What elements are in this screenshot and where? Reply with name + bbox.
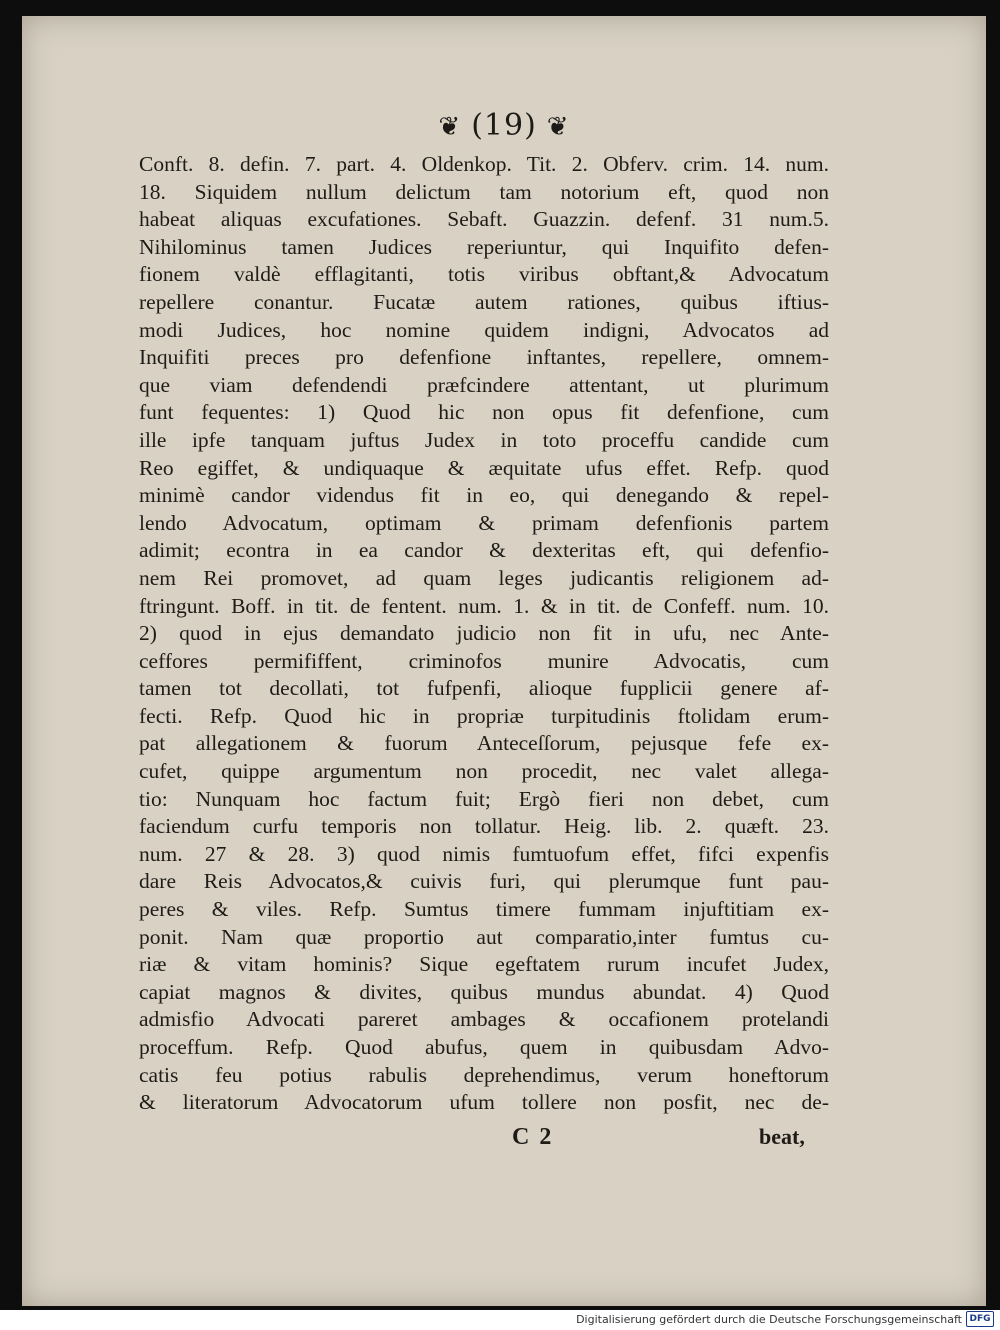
body-text [139, 151, 829, 1117]
text-line: catis feu potius rabulis deprehendimus, verum honeftorum [139, 1062, 829, 1087]
signature-mark: C 2 [512, 1124, 554, 1150]
text-line: Nihilominus tamen Judices reperiuntur, qui Inquifito defen- [139, 234, 829, 259]
ornament-right-icon: ❦ [546, 112, 570, 142]
text-line: ceffores permififfent, criminofos munire Advocatis, cum [139, 648, 829, 673]
text-line: Inquifiti preces pro defenfione inftantes, repellere, omnem- [139, 345, 829, 370]
text-line: fecti. Refp. Quod hic in propriæ turpitudinis ftolidam erum- [139, 703, 829, 728]
text-line: 18. Siquidem nullum delictum tam notorium eft, quod non [139, 179, 829, 204]
text-line: 2) quod in ejus demandato judicio non fit in ufu, nec Ante- [139, 621, 829, 646]
text-line: nem Rei promovet, ad quam leges judicantis religionem ad- [139, 565, 829, 590]
text-line: riæ & vitam hominis? Sique egeftatem rurum incufet Judex, [139, 952, 829, 977]
text-line: habeat aliquas excufationes. Sebaft. Guazzin. defenf. 31 num.5. [139, 207, 829, 232]
text-line: num. 27 & 28. 3) quod nimis fumtuofum effet, fifci expenfis [139, 841, 829, 866]
text-line: ftringunt. Boff. in tit. de fentent. num. 1. & in tit. de Confeff. num. 10. [139, 593, 829, 618]
text-line: que viam defendendi præfcindere attentant, ut plurimum [139, 372, 829, 397]
text-line: tio: Nunquam hoc factum fuit; Ergò fieri non debet, cum [139, 786, 829, 811]
text-line: ille ipfe tanquam juftus Judex in toto proceffu candide cum [139, 427, 829, 452]
text-line: ponit. Nam quæ proportio aut comparatio,inter fumtus cu- [139, 924, 829, 949]
page-number: (19) [471, 108, 537, 143]
text-line: Conft. 8. defin. 7. part. 4. Oldenkop. Tit. 2. Obferv. crim. 14. num. [139, 152, 829, 176]
page-header [22, 108, 986, 143]
book-page [22, 16, 986, 1306]
text-line: minimè candor videndus fit in eo, qui denegando & repel- [139, 483, 829, 508]
page-footer [22, 1124, 986, 1154]
text-line: repellere conantur. Fucatæ autem rationes, quibus iftius- [139, 289, 829, 314]
text-line: adimit; econtra in ea candor & dexteritas eft, qui defenfio- [139, 538, 829, 563]
digitization-credit: Digitalisierung gefördert durch die Deutsche Forschungsgemeinschaft [576, 1313, 962, 1326]
dfg-logo: DFG [966, 1311, 994, 1327]
text-line: proceffum. Refp. Quod abufus, quem in quibusdam Advo- [139, 1035, 829, 1059]
text-line: funt fequentes: 1) Quod hic non opus fit defenfione, cum [139, 400, 829, 425]
text-line: dare Reis Advocatos,& cuivis furi, qui plerumque funt pau- [139, 869, 829, 894]
text-line: & literatorum Advocatorum ufum tollere non posfit, nec de- [139, 1090, 829, 1115]
text-line: tamen tot decollati, tot fufpenfi, alioque fupplicii genere af- [139, 676, 829, 701]
text-line: Reo egiffet, & undiquaque & æquitate ufus effet. Refp. quod [139, 455, 829, 480]
text-line: cufet, quippe argumentum non procedit, nec valet allega- [139, 759, 829, 784]
catchword: beat, [759, 1124, 805, 1149]
text-line: lendo Advocatum, optimam & primam defenfionis partem [139, 510, 829, 535]
text-line: modi Judices, hoc nomine quidem indigni, Advocatos ad [139, 317, 829, 342]
text-line: pat allegationem & fuorum Anteceſſorum, pejusque fefe ex- [139, 731, 829, 756]
text-line: admisfio Advocati pareret ambages & occafionem protelandi [139, 1007, 829, 1032]
text-line: fionem valdè efflagitanti, totis viribus obftant,& Advocatum [139, 262, 829, 287]
text-line: peres & viles. Refp. Sumtus timere fummam injuftitiam ex- [139, 897, 829, 922]
ornament-left-icon: ❦ [438, 112, 462, 142]
text-line: capiat magnos & divites, quibus mundus abundat. 4) Quod [139, 979, 829, 1004]
text-line: faciendum curfu temporis non tollatur. Heig. lib. 2. quæft. 23. [139, 814, 829, 839]
